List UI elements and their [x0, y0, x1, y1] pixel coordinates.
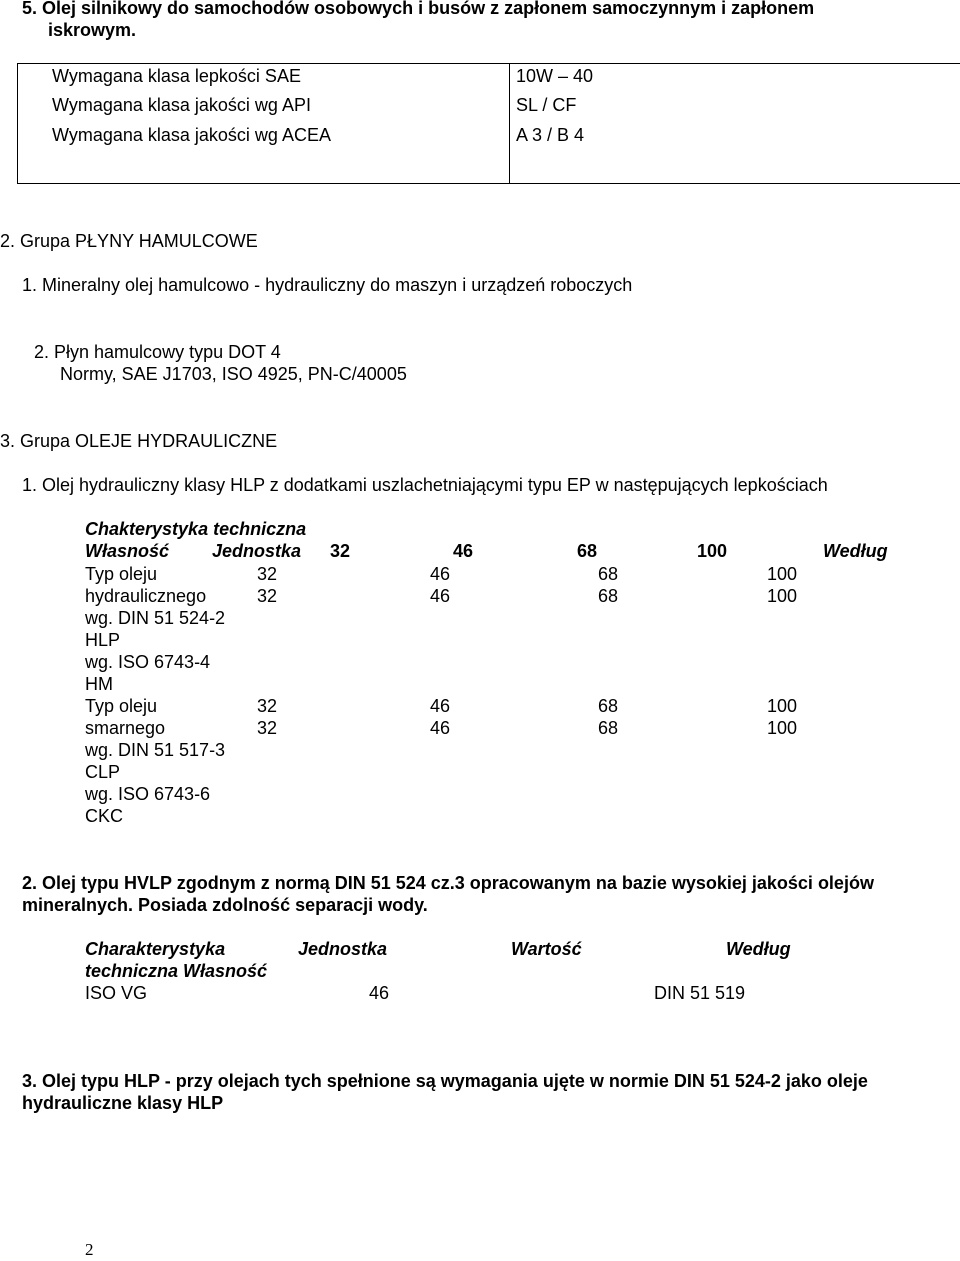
table1-cell: HM — [85, 674, 113, 694]
table1-cell: 68 — [598, 586, 619, 606]
table1-cell: 68 — [598, 696, 619, 716]
group-3-item-3-line1: 3. Olej typu HLP - przy olejach tych spełnione są wymagania ujęte w normie DIN 51 524-2 jako oleje — [22, 1071, 868, 1091]
table1-cell: 32 — [257, 564, 278, 584]
table1-cell: hydraulicznego — [85, 586, 207, 606]
table1-cell: Typ oleju — [85, 696, 158, 716]
group-2-title: 2. Grupa PŁYNY HAMULCOWE — [0, 231, 258, 251]
table1-cell: 100 — [767, 564, 798, 584]
table1-cell: wg. ISO 6743-4 — [85, 652, 211, 672]
table2-row-name: ISO VG — [85, 983, 148, 1003]
table1-cell: Typ oleju — [85, 564, 158, 584]
table1-cell: CKC — [85, 806, 124, 826]
table1-cell: 100 — [767, 718, 798, 738]
section-5-title-line1: 5. Olej silnikowy do samochodów osobowych i busów z zapłonem samoczynnym i zapłonem — [22, 0, 815, 18]
table1-header-46: 46 — [453, 541, 474, 561]
spec-label-sae: Wymagana klasa lepkości SAE — [52, 66, 301, 86]
table2-header-characteristic: Charakterystyka — [85, 939, 226, 959]
table1-cell: CLP — [85, 762, 121, 782]
table1-cell: 100 — [767, 696, 798, 716]
table1-cell: 46 — [430, 696, 451, 716]
table1-caption: Chakterystyka techniczna — [85, 519, 307, 539]
table1-cell: HLP — [85, 630, 121, 650]
table2-header-characteristic-2: techniczna Własność — [85, 961, 268, 981]
group-2-item-2: 2. Płyn hamulcowy typu DOT 4 — [34, 342, 281, 362]
table1-cell: 46 — [430, 564, 451, 584]
table1-cell: wg. DIN 51 517-3 — [85, 740, 226, 760]
group-3-item-2-line1: 2. Olej typu HVLP zgodnym z normą DIN 51 524 cz.3 opracowanym na bazie wysokiej jakości olejów — [22, 873, 874, 893]
table1-cell: 32 — [257, 586, 278, 606]
table2-header-unit: Jednostka — [298, 939, 388, 959]
spec-value-sae: 10W – 40 — [516, 66, 594, 86]
spec-value-api: SL / CF — [516, 95, 577, 115]
table1-header-according: Według — [823, 541, 888, 561]
group-3-item-1: 1. Olej hydrauliczny klasy HLP z dodatkami uszlachetniającymi typu EP w następujących lepkościach — [22, 475, 828, 495]
spec-label-acea: Wymagana klasa jakości wg ACEA — [52, 125, 331, 145]
table1-header-68: 68 — [577, 541, 598, 561]
table2-row-norm: DIN 51 519 — [654, 983, 746, 1003]
spec-value-acea: A 3 / B 4 — [516, 125, 585, 145]
table1-cell: 32 — [257, 718, 278, 738]
table1-header-unit: Jednostka — [212, 541, 302, 561]
group-3-title: 3. Grupa OLEJE HYDRAULICZNE — [0, 431, 278, 451]
table1-cell: smarnego — [85, 718, 166, 738]
table1-cell: 46 — [430, 718, 451, 738]
spec-label-api: Wymagana klasa jakości wg API — [52, 95, 311, 115]
table1-cell: 32 — [257, 696, 278, 716]
group-3-item-2-line2: mineralnych. Posiada zdolność separacji wody. — [22, 895, 428, 915]
page-number: 2 — [85, 1240, 94, 1259]
group-2-item-2-norms: Normy, SAE J1703, ISO 4925, PN-C/40005 — [60, 364, 407, 384]
table1-header-32: 32 — [330, 541, 351, 561]
table2-row-value: 46 — [369, 983, 390, 1003]
table2-header-according: Według — [726, 939, 791, 959]
table1-cell: 68 — [598, 564, 619, 584]
table1-header-100: 100 — [697, 541, 728, 561]
table1-cell: 68 — [598, 718, 619, 738]
group-2-item-1: 1. Mineralny olej hamulcowo - hydrauliczny do maszyn i urządzeń roboczych — [22, 275, 633, 295]
section-5-title-line2: iskrowym. — [48, 20, 137, 40]
table1-header-property: Własność — [85, 541, 170, 561]
table1-cell: 46 — [430, 586, 451, 606]
oil-spec-table-divider — [509, 63, 510, 184]
group-3-item-3-line2: hydrauliczne klasy HLP — [22, 1093, 224, 1113]
table1-cell: wg. ISO 6743-6 — [85, 784, 211, 804]
table1-cell: wg. DIN 51 524-2 — [85, 608, 226, 628]
table2-header-value: Wartość — [511, 939, 582, 959]
table1-cell: 100 — [767, 586, 798, 606]
